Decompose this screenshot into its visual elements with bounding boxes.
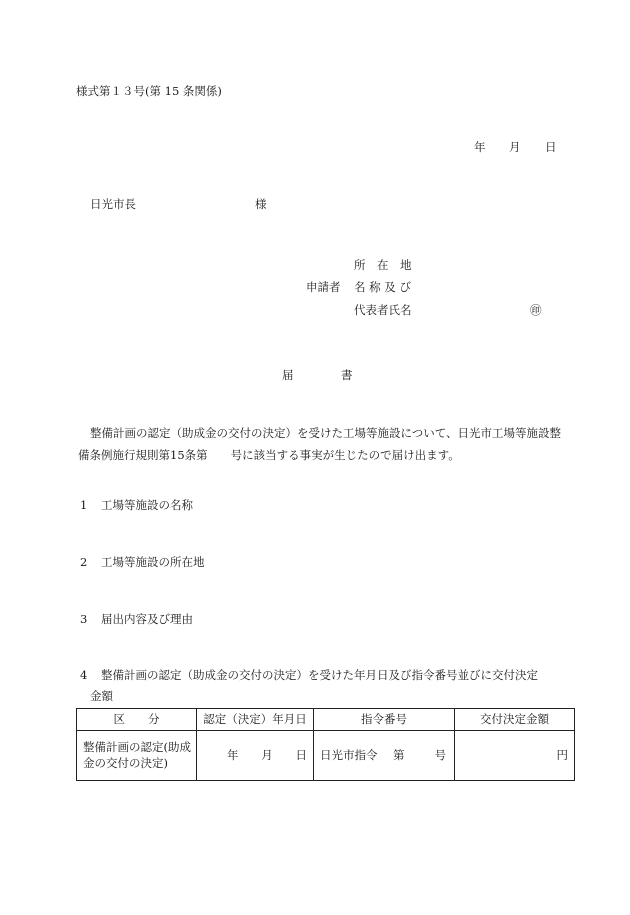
- item-3-number: 3: [80, 612, 88, 626]
- cell-date-day: 日: [295, 747, 307, 762]
- item-1-label: 工場等施設の名称: [101, 498, 193, 512]
- item-1-number: 1: [80, 498, 88, 512]
- item-2-label: 工場等施設の所在地: [101, 555, 205, 569]
- table-row: [77, 731, 575, 781]
- cell-category: 整備計画の認定(助成金の交付の決定): [77, 731, 197, 781]
- form-number: 様式第１３号(第 15 条関係): [76, 84, 222, 98]
- item-4-label: 整備計画の認定（助成金の交付の決定）を受けた年月日及び指令番号並びに交付決定: [101, 668, 538, 682]
- applicant-representative-label: 代表者氏名: [354, 303, 412, 317]
- date-month-label: 月: [509, 140, 521, 154]
- cell-date-year: 年: [227, 747, 239, 762]
- applicant-name-label: 名 称 及 び: [354, 280, 411, 294]
- body-paragraph: 整備計画の認定（助成金の交付の決定）を受けた工場等施設について、日光市工場等施設整備条例施行規則第15条第 号に該当する事実が生じたので届け出ます。: [78, 426, 562, 462]
- cell-order-dai: 第: [393, 747, 405, 762]
- header-date: 認定（決定）年月日: [197, 709, 314, 731]
- cell-amount-unit: 円: [556, 747, 568, 762]
- applicant-address-label: 所 在 地: [354, 258, 412, 272]
- item-2-number: 2: [80, 555, 88, 569]
- applicant-label: 申請者: [306, 280, 341, 294]
- header-order-number: 指令番号: [314, 709, 455, 731]
- item-4-label-continued: 金額: [90, 689, 113, 703]
- table-header-row: [77, 709, 575, 731]
- seal-mark: ㊞: [530, 303, 542, 317]
- date-year-label: 年: [474, 140, 486, 154]
- header-category: 区 分: [77, 709, 197, 731]
- cell-order-prefix: 日光市指令: [320, 747, 378, 762]
- date-day-label: 日: [545, 140, 557, 154]
- addressee-name: 日光市長: [90, 197, 136, 211]
- cell-amount: [455, 731, 575, 781]
- grant-info-table: [76, 708, 575, 781]
- item-4-number: 4: [80, 668, 88, 682]
- cell-order-go: 号: [434, 747, 446, 762]
- doc-title-part2: 書: [341, 368, 353, 382]
- cell-date-month: 月: [261, 747, 273, 762]
- item-3-label: 届出内容及び理由: [101, 612, 193, 626]
- header-amount: 交付決定金額: [455, 709, 575, 731]
- cell-order-number: [314, 731, 455, 781]
- addressee-honorific: 様: [255, 197, 267, 211]
- cell-date: [197, 731, 314, 781]
- doc-title-part1: 届: [282, 368, 294, 382]
